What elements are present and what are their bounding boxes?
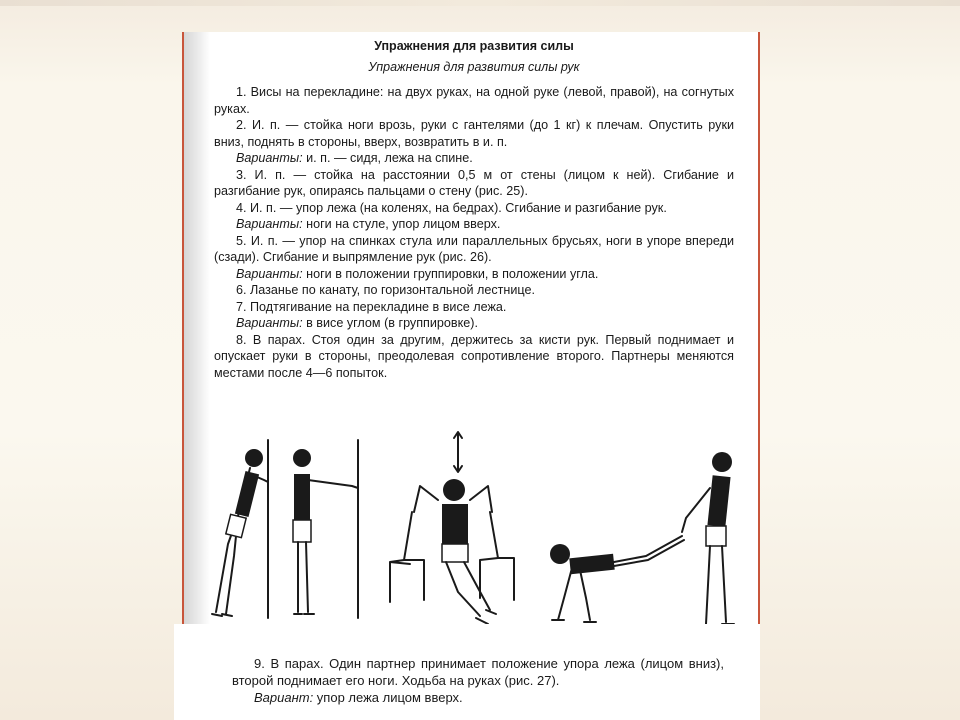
exercise-1: 1. Висы на перекладине: на двух руках, на одной руке (левой, правой), на согнутых руках. bbox=[214, 85, 734, 116]
exercise-5-variants bbox=[214, 266, 734, 283]
chair-dips-figure-icon bbox=[384, 430, 524, 640]
exercise-9: 9. В парах. Один партнер принимает положение упора лежа (лицом вниз), второй поднимает его ноги. Ходьба на руках (рис. 27). bbox=[232, 656, 724, 688]
variant-text: и. п. — сидя, лежа на спине. bbox=[302, 151, 473, 165]
variant-text: в висе углом (в группировке). bbox=[302, 316, 478, 330]
exercise-8: 8. В парах. Стоя один за другим, держитесь за кисти рук. Первый поднимает и опускает руки в стороны, преодолевая сопротивление второго. Партнеры меняются местами после 4—6 попыток. bbox=[214, 332, 734, 380]
page-heading: Упражнения для развития силы bbox=[374, 39, 574, 53]
variant-label: Варианты: bbox=[236, 217, 303, 231]
page-subheading: Упражнения для развития силы рук bbox=[368, 59, 580, 74]
wall-pushup-figure-icon bbox=[198, 436, 368, 622]
exercise-7-variants bbox=[214, 315, 734, 332]
exercise-4-variants bbox=[214, 216, 734, 233]
exercise-5: 5. И. п. — упор на спинках стула или параллельных брусьях, ноги в упоре впереди (сзади). Сгибание и выпрямление рук (рис. 26). bbox=[214, 233, 734, 264]
exercise-7: 7. Подтягивание на перекладине в висе лежа. bbox=[236, 299, 507, 314]
wheelbarrow-walk-figure-icon bbox=[546, 448, 746, 638]
exercise-4: 4. И. п. — упор лежа (на коленях, на бедрах). Сгибание и разгибание рук. bbox=[236, 200, 667, 215]
variant-label: Варианты: bbox=[236, 316, 303, 330]
variant-text: ноги в положении группировки, в положении угла. bbox=[302, 266, 599, 281]
exercise-9-block bbox=[232, 655, 724, 706]
slide-top-band bbox=[0, 0, 960, 6]
exercise-2: 2. И. п. — стойка ноги врозь, руки с гантелями (до 1 кг) к плечам. Опустить руки вниз, поднять в стороны, вверх, возвратить в и. п. bbox=[214, 118, 734, 149]
variant-text: ноги на стуле, упор лицом вверх. bbox=[302, 217, 501, 231]
variant-label: Вариант: bbox=[254, 690, 314, 705]
variant-text: упор лежа лицом вверх. bbox=[313, 690, 463, 705]
exercise-3: 3. И. п. — стойка на расстоянии 0,5 м от стены (лицом к ней). Сгибание и разгибание рук, опираясь пальцами о стену (рис. 25). bbox=[214, 167, 734, 198]
exercise-2-variants bbox=[214, 150, 734, 167]
exercise-text bbox=[214, 38, 734, 381]
variant-label: Варианты: bbox=[236, 151, 303, 165]
bottom-text-panel bbox=[174, 624, 760, 720]
exercise-6: 6. Лазанье по канату, по горизонтальной лестнице. bbox=[236, 283, 535, 297]
exercise-9-variant bbox=[232, 689, 724, 706]
book-page bbox=[182, 32, 760, 720]
variant-label: Варианты: bbox=[236, 266, 303, 281]
